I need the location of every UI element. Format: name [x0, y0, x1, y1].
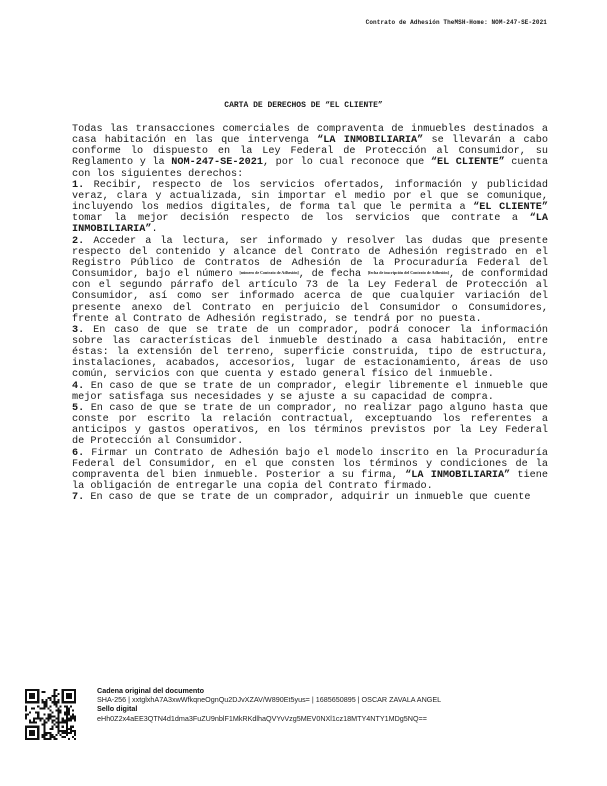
original-chain-label: Cadena original del documento: [97, 686, 205, 695]
right-item-1: 1. Recibir, respecto de los servicios ofertados, información y publicidad veraz, clara y actualizada, sin importar el medio por el que se comunique, incluyendo los medios digitales, de forma tal que le permita a “EL CLIENTE” tomar la mejor decisión respecto de los servicios que contrate a “LA INMOBILIARIA”.: [72, 179, 548, 236]
document-body: [72, 124, 548, 503]
intro-paragraph: Todas las transacciones comerciales de compraventa de inmuebles destinados a casa habitación en las que intervenga “LA INMOBILIARIA” se llevarán a cabo conforme lo dispuesto en la Ley Federal de Protección al Consumidor, su Reglamento y la NOM-247-SE-2021, por lo cual reconoce que “EL CLIENTE” cuenta con los siguientes derechos:: [72, 124, 548, 180]
document-title: CARTA DE DERECHOS DE “EL CLIENTE”: [224, 101, 383, 110]
right-item-2: 2. Acceder a la lectura, ser informado y resolver las dudas que presente respecto del contenido y alcance del Contrato de Adhesión registrado en el Registro Público de Contratos de Adhesión de la Procuraduría Federal del Consumidor, bajo el número [número de Contrato de Adhesión], de fecha [fecha de inscripción del Contrato de Adhesión], de conformidad con el segundo párrafo del artículo 73 de la Ley Federal de Protección al Consumidor, así como ser informado acerca de que cualquier variación del presente anexo del Contrato en perjuicio del Consumidor o Consumidores, frente al Contrato de Adhesión registrado, se tendrá por no puesta.: [72, 235, 548, 325]
right-item-6: 6. Firmar un Contrato de Adhesión bajo el modelo inscrito en la Procuraduría Federal del Consumidor, en el que consten los términos y condiciones de la compraventa del bien inmueble. Posterior a su firma, “LA INMOBILIARIA” tiene la obligación de entregarle una copia del Contrato firmado.: [72, 447, 549, 492]
right-item-3: 3. En caso de que se trate de un comprador, podrá conocer la información sobre las características del inmueble destinado a casa habitación, entre éstas: la extensión del terreno, superficie construida, tipo de estructura, instalaciones, acabados, accesorios, lugar de estacionamiento, áreas de uso común, servicios con que cuenta y estado general físico del inmueble.: [72, 324, 548, 381]
right-item-4: 4. En caso de que se trate de un comprador, elegir libremente el inmueble que mejor satisfaga sus necesidades y se ajuste a su capacidad de compra.: [72, 380, 548, 403]
right-item-7: 7. En caso de que se trate de un comprador, adquirir un inmueble que cuente: [72, 492, 531, 504]
contract-date-placeholder: [fecha de inscripción del Contrato de Adhesión]: [367, 270, 449, 276]
contract-number-placeholder: [número de Contrato de Adhesión]: [239, 270, 299, 276]
qr-code-icon: [25, 689, 76, 740]
digital-seal-value: eHh0Z2x4aEE3QTN4d1dma3FuZU9nblF1MkRKdlhaQVYvVzg5MEV0NXl1cz18MTY4NTY1MDg5NQ==: [97, 713, 427, 723]
original-chain-value: SHA-256 | xxtglxhA7A3xwWfkqneOgnQu2DJvXZAV/W890Et5yus= | 1685650895 | OSCAR ZAVALA ANGEL: [97, 695, 442, 705]
right-item-5: 5. En caso de que se trate de un comprador, no realizar pago alguno hasta que conste por escrito la relación contractual, exceptuando los referentes a anticipos y gastos operativos, en los términos previstos por la Ley Federal de Protección al Consumidor.: [72, 402, 548, 448]
document-header: Contrato de Adhesión TheMSH-Home: NOM-247-SE-2021: [365, 19, 547, 26]
digital-signature-block: [97, 686, 557, 723]
digital-seal-label: Sello digital: [97, 704, 138, 714]
